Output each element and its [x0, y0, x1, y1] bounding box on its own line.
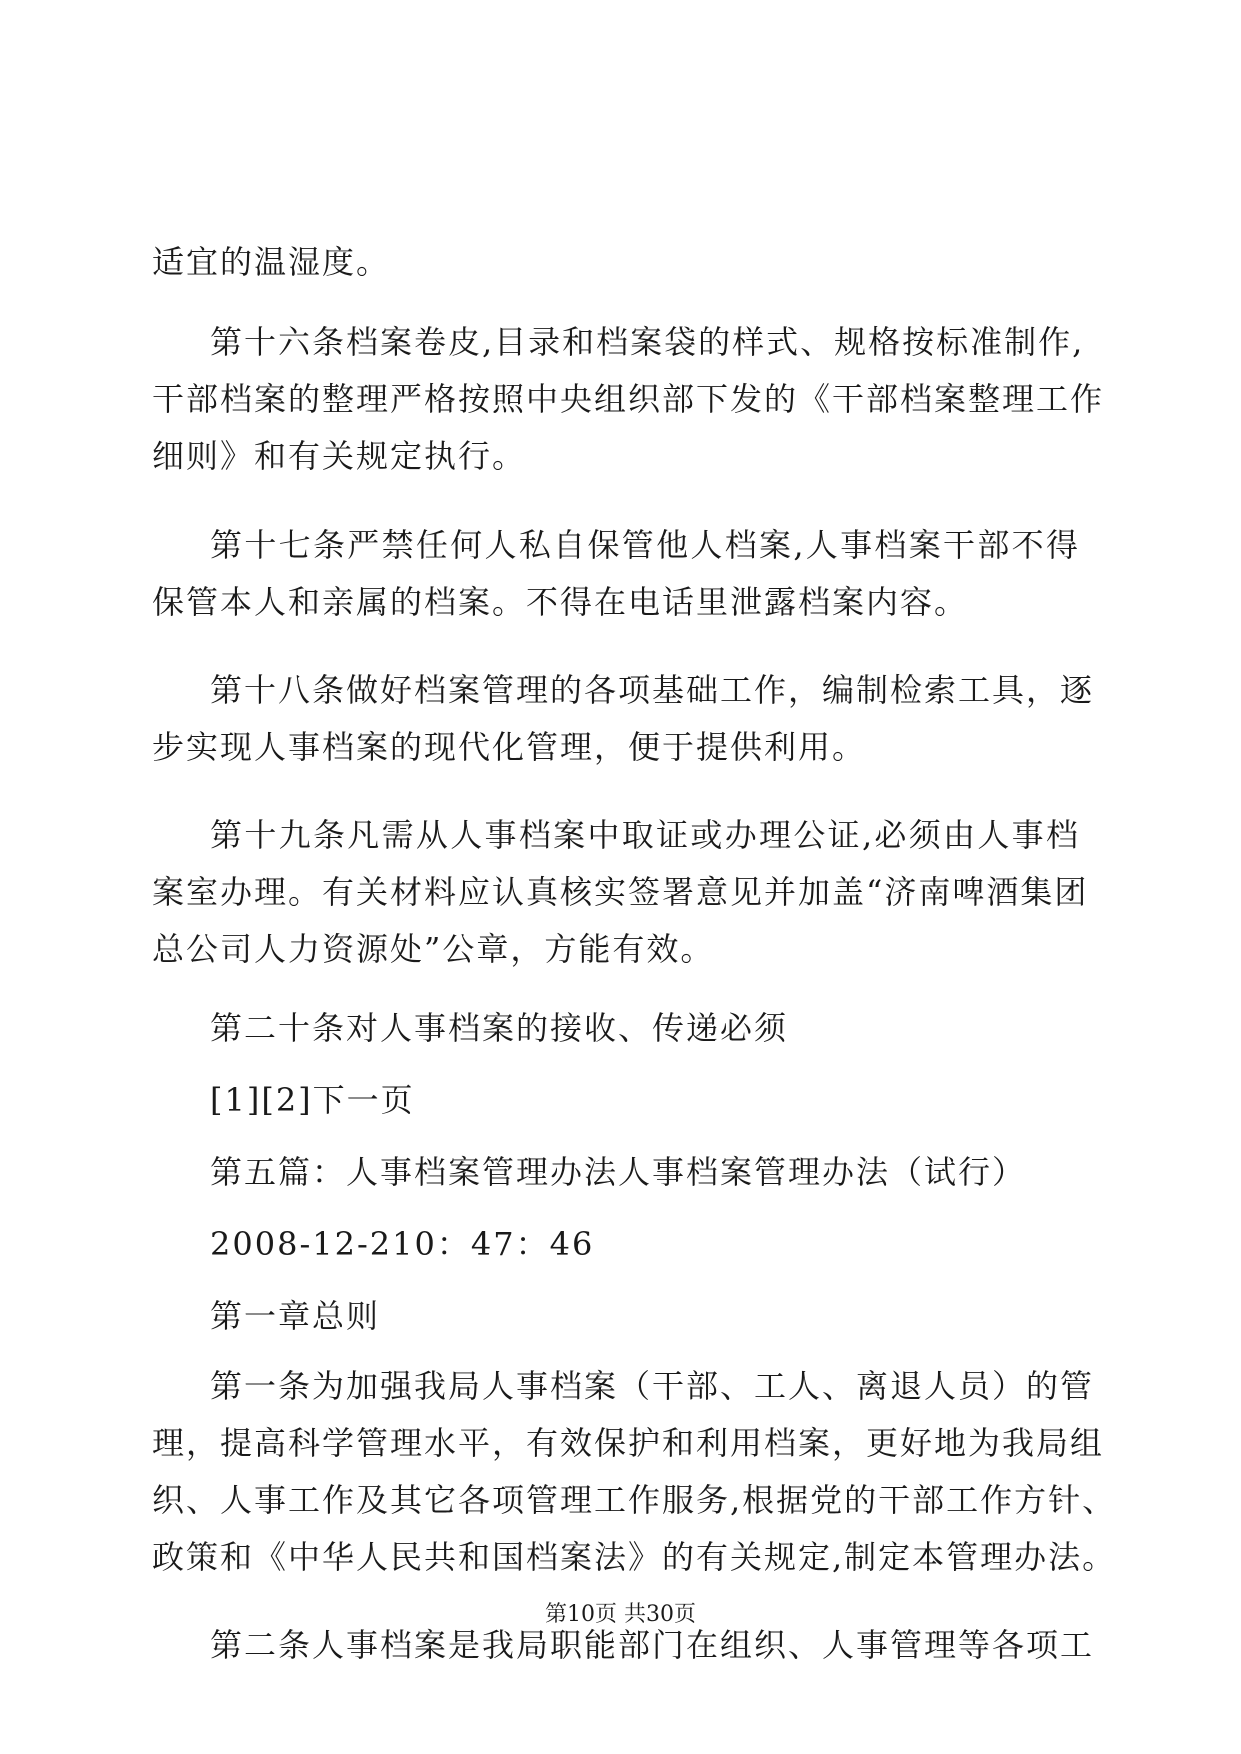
text-line: 第十九条凡需从人事档案中取证或办理公证,必须由人事档 [210, 816, 1080, 854]
text-line: 第五篇：人事档案管理办法人事档案管理办法（试行） [210, 1153, 1027, 1191]
text-line: [1][2]下一页 [210, 1081, 415, 1119]
text-line: 2008-12-210：47：46 [210, 1225, 595, 1263]
text-line: 第十七条严禁任何人私自保管他人档案,人事档案干部不得 [210, 526, 1080, 564]
text-line: 理，提高科学管理水平，有效保护和利用档案，更好地为我局组 [152, 1424, 1105, 1462]
text-line: 第十八条做好档案管理的各项基础工作，编制检索工具，逐 [210, 671, 1095, 709]
text-line: 政策和《中华人民共和国档案法》的有关规定,制定本管理办法。 [152, 1538, 1117, 1576]
text-line: 第十六条档案卷皮,目录和档案袋的样式、规格按标准制作, [210, 323, 1085, 361]
text-line: 案室办理。有关材料应认真核实签署意见并加盖“济南啤酒集团 [152, 873, 1089, 911]
text-line: 总公司人力资源处”公章，方能有效。 [152, 930, 715, 968]
text-line: 第二条人事档案是我局职能部门在组织、人事管理等各项工 [210, 1626, 1095, 1664]
text-line: 第二十条对人事档案的接收、传递必须 [210, 1009, 789, 1047]
text-line: 第一条为加强我局人事档案（干部、工人、离退人员）的管 [210, 1367, 1095, 1405]
text-line: 细则》和有关规定执行。 [152, 437, 527, 475]
text-line: 干部档案的整理严格按照中央组织部下发的《干部档案整理工作 [152, 380, 1105, 418]
text-line: 保管本人和亲属的档案。不得在电话里泄露档案内容。 [152, 583, 969, 621]
text-line: 织、人事工作及其它各项管理工作服务,根据党的干部工作方针、 [152, 1481, 1117, 1519]
page-footer: 第10页 共30页 [545, 1602, 696, 1627]
text-line: 步实现人事档案的现代化管理，便于提供利用。 [152, 728, 867, 766]
text-line: 第一章总则 [210, 1297, 381, 1335]
text-line: 适宜的温湿度。 [152, 243, 391, 281]
